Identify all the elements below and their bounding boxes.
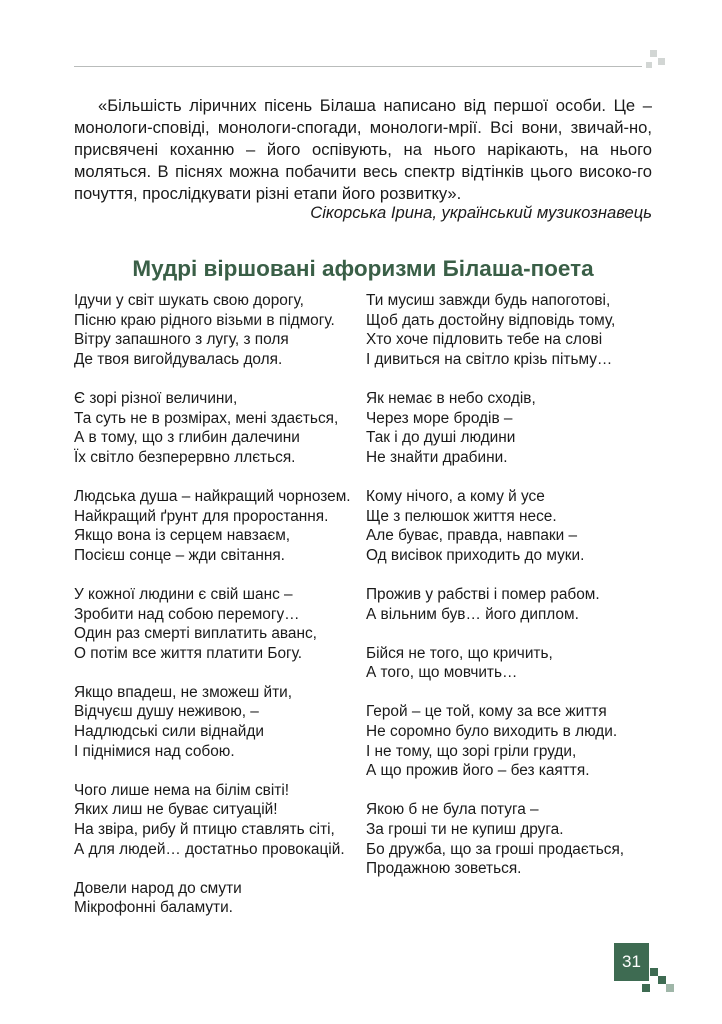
verse-line: Де твоя вигойдувалась доля. bbox=[74, 350, 283, 368]
quote-attribution: Сікорська Ірина, український музикознавець bbox=[310, 203, 652, 222]
quote-paragraph: «Більшість ліричних пісень Білаша написано від першої особи. Це – монологи-сповіді, монологи-спогади, монологи-мрії. Всі вони, звичай-но, присвячені коханню – його оспівують, на нього нарікають, на нього моляться. В піснях можна побачити весь спектр відтінків цього високо-го почуття, прослідкувати різні етапи його розвитку». bbox=[74, 96, 652, 203]
verse-line: Надлюдські сили віднайди bbox=[74, 723, 264, 741]
verse-line: Продажною зоветься. bbox=[366, 860, 522, 878]
stanza bbox=[366, 487, 666, 565]
stanza bbox=[366, 585, 666, 624]
section-heading: Мудрі віршовані афоризми Білаша-поета bbox=[132, 256, 594, 281]
verse-line: О потім все життя платити Богу. bbox=[74, 644, 303, 662]
verse-line: А в тому, що з глибин далечини bbox=[74, 429, 300, 447]
stanza bbox=[74, 683, 374, 761]
right-column bbox=[366, 291, 666, 898]
left-column bbox=[74, 291, 374, 938]
verse-line: Хто хоче підловить тебе на слові bbox=[366, 331, 603, 349]
verse-line: Од висівок приходить до муки. bbox=[366, 546, 585, 564]
verse-line: Чого лише нема на білім світі! bbox=[74, 781, 290, 799]
verse-line: Герой – це той, кому за все життя bbox=[366, 703, 607, 721]
verse-line: Як немає в небо сходів, bbox=[366, 389, 536, 407]
verse-line: Один раз смерті виплатить аванс, bbox=[74, 625, 317, 643]
verse-line: Ще з пелюшок життя несе. bbox=[366, 507, 557, 525]
verse-line: Не знайти драбини. bbox=[366, 448, 508, 466]
verse-line: Та суть не в розмірах, мені здається, bbox=[74, 409, 339, 427]
verse-line: У кожної людини є свій шанс – bbox=[74, 585, 293, 603]
verse-line: Але буває, правда, навпаки – bbox=[366, 527, 578, 545]
verse-line: А того, що мовчить… bbox=[366, 664, 518, 682]
verse-line: Так і до душі людини bbox=[366, 429, 516, 447]
verse-line: І піднімися над собою. bbox=[74, 742, 235, 760]
verse-line: Пісню краю рідного візьми в підмогу. bbox=[74, 311, 335, 329]
verse-line: Їх світло безперервно ллється. bbox=[74, 448, 296, 466]
verse-line: Кому нічого, а кому й усе bbox=[366, 487, 545, 505]
verse-line: Відчуєш душу неживою, – bbox=[74, 703, 259, 721]
verse-line: За гроші ти не купиш друга. bbox=[366, 821, 564, 839]
verse-line: Вітру запашного з лугу, з поля bbox=[74, 331, 289, 349]
stanza bbox=[366, 800, 666, 878]
stanza bbox=[74, 389, 374, 467]
verse-line: Людська душа – найкращий чорнозем. bbox=[74, 487, 351, 505]
verse-line: Не соромно було виходить в люди. bbox=[366, 723, 618, 741]
verse-line: Щоб дать достойну відповідь тому, bbox=[366, 311, 616, 329]
verse-line: Найкращий ґрунт для проростання. bbox=[74, 507, 329, 525]
verse-line: Ти мусиш завжди будь напоготові, bbox=[366, 292, 611, 309]
page-number: 31 bbox=[614, 943, 649, 981]
verse-line: Через море бродів – bbox=[366, 409, 513, 427]
verse-line: На звіра, рибу й птицю ставлять сіті, bbox=[74, 821, 335, 839]
verse-line: Якщо вона із серцем навзаєм, bbox=[74, 527, 291, 545]
stanza bbox=[366, 291, 666, 369]
stanza bbox=[366, 644, 666, 683]
verse-line: А що прожив його – без каяття. bbox=[366, 762, 590, 780]
verse-line: Посієш сонце – жди світання. bbox=[74, 546, 285, 564]
verse-line: А для людей… достатньо провокацій. bbox=[74, 840, 345, 858]
stanza bbox=[366, 702, 666, 780]
verse-line: І не тому, що зорі гріли груди, bbox=[366, 742, 577, 760]
verse-line: І дивиться на світло крізь пітьму… bbox=[366, 350, 613, 368]
verse-line: А вільним був… його диплом. bbox=[366, 605, 579, 623]
stanza bbox=[74, 781, 374, 859]
verse-line: Бійся не того, що кричить, bbox=[366, 644, 553, 662]
stanza bbox=[74, 487, 374, 565]
verse-line: Бо дружба, що за гроші продається, bbox=[366, 840, 625, 858]
top-rule bbox=[74, 66, 642, 67]
verse-line: Довели народ до смути bbox=[74, 879, 242, 897]
verse-line: Якщо впадеш, не зможеш йти, bbox=[74, 683, 293, 701]
verse-line: Ідучи у світ шукать свою дорогу, bbox=[74, 292, 304, 309]
verse-line: Є зорі різної величини, bbox=[74, 389, 238, 407]
stanza bbox=[74, 585, 374, 663]
verse-line: Зробити над собою перемогу… bbox=[74, 605, 300, 623]
verse-line: Якою б не була потуга – bbox=[366, 801, 539, 819]
verse-line: Прожив у рабстві і помер рабом. bbox=[366, 585, 600, 603]
verse-line: Мікрофонні баламути. bbox=[74, 899, 233, 917]
stanza bbox=[74, 879, 374, 918]
stanza bbox=[366, 389, 666, 467]
verse-line: Яких лиш не буває ситуацій! bbox=[74, 801, 278, 819]
stanza bbox=[74, 291, 374, 369]
